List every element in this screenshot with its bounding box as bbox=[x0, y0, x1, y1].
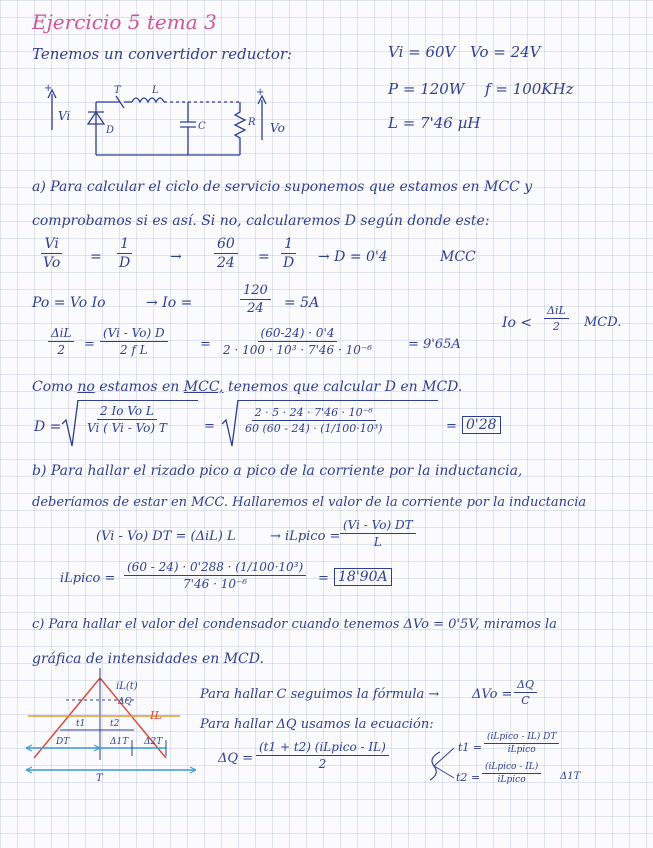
eq-a3-equals: = bbox=[84, 337, 95, 352]
circuit-vo-label: Vo bbox=[270, 121, 285, 135]
eq-b1-arrow: → iLpico = bbox=[270, 529, 341, 544]
graph-d2t-label: Δ2T bbox=[144, 737, 163, 747]
eq-a2-lhs: Po = Vo Io bbox=[32, 295, 106, 311]
t2-tail: Δ1T bbox=[560, 771, 581, 782]
dq-label: ΔQ = bbox=[218, 751, 254, 766]
graph-dt-label: DT bbox=[56, 737, 70, 747]
eq-a4-equals2: = bbox=[446, 419, 457, 434]
dvo-fraction: $\frac{\Delta Q}{C}$ bbox=[514, 678, 537, 707]
ilpico-result-box: 18'90A bbox=[334, 568, 392, 586]
page-title: Ejercicio 5 tema 3 bbox=[32, 10, 217, 34]
t2-fraction: (iLpico - IL) iLpico bbox=[482, 762, 541, 785]
t1-label: t1 = bbox=[458, 741, 483, 754]
graph-t-label: T bbox=[96, 773, 103, 784]
eq-b2-lhs: iLpico = bbox=[60, 571, 116, 586]
eq-a1-result: → D = 0'4 bbox=[318, 249, 388, 265]
circuit-plus-right: + bbox=[256, 87, 265, 98]
given-vo: Vo = 24V bbox=[470, 43, 541, 61]
eq-cond-mode: MCD. bbox=[584, 315, 622, 330]
given-frequency: f = 100KHz bbox=[485, 80, 574, 98]
eq-a1-equals2: = bbox=[258, 249, 270, 265]
part-c-line4: Para hallar ΔQ usamos la ecuación: bbox=[200, 717, 434, 732]
part-a-line1: a) Para calcular el ciclo de servicio suponemos que estamos en MCC y bbox=[32, 179, 533, 195]
circuit-plus-left: + bbox=[44, 83, 53, 94]
eq-a3-values-fraction: $\frac{(60-24) \cdot 0'4}{\text{2 · 100 · 10³ · 7'46 · 10⁻⁶}}$ bbox=[223, 326, 373, 357]
circuit-vi-label: Vi bbox=[58, 109, 71, 123]
eq-a2-arrow: → Io = bbox=[146, 295, 193, 311]
graph-t2-label: t2 bbox=[110, 719, 120, 729]
circuit-l-label: L bbox=[152, 85, 159, 96]
eq-a3-mid-fraction: $\frac{(Vi - Vo) D}{\text{2 f L}}$ bbox=[100, 326, 168, 357]
eq-a4-equals: = bbox=[204, 419, 215, 434]
given-inductance: L = 7'46 µH bbox=[388, 114, 481, 132]
t2-label: t2 = bbox=[456, 771, 481, 784]
sqrt-bar-2 bbox=[238, 400, 438, 402]
eq-b1-fraction: $\frac{(Vi - Vo) DT}{L}$ bbox=[340, 518, 416, 549]
eq-a1-rhs-fraction: $\frac{1}{D}$ bbox=[119, 236, 131, 271]
graph-il-label: IL bbox=[150, 709, 162, 722]
eq-a4-inner-fraction: $\frac{\text{2 Io Vo L}}{Vi ( Vi - Vo) T}$ bbox=[87, 404, 167, 435]
eq-a2-fraction: $\frac{120}{24}$ bbox=[240, 283, 271, 316]
intro-statement: Tenemos un convertidor reductor: bbox=[32, 45, 293, 63]
eq-a3-result: = 9'65A bbox=[408, 337, 461, 352]
t1-fraction: (iLpico - IL) DT iLpico bbox=[484, 732, 559, 755]
dq-fraction: (t1 + t2) (iLpico - IL) 2 bbox=[256, 740, 389, 771]
graph-dq-label: ΔQ bbox=[118, 697, 132, 707]
given-power: P = 120W bbox=[388, 80, 465, 98]
part-c-line3: Para hallar C seguimos la fórmula → bbox=[200, 687, 440, 702]
eq-a1-values-fraction: $\frac{60}{24}$ bbox=[214, 236, 238, 271]
circuit-t-label: T bbox=[114, 85, 121, 96]
eq-a1-lhs-fraction: $\frac{Vi}{Vo}$ bbox=[43, 236, 61, 271]
graph-d1t-label: Δ1T bbox=[110, 737, 129, 747]
part-b-line2: deberíamos de estar en MCC. Hallaremos el valor de la corriente por la inductancia bbox=[32, 496, 587, 509]
circuit-c-label: C bbox=[198, 121, 206, 132]
eq-cond-text: Io < bbox=[502, 315, 533, 331]
eq-b2-equals: = bbox=[318, 571, 329, 586]
eq-a1-d-fraction: $\frac{1}{D}$ bbox=[283, 236, 295, 271]
eq-a1-equals: = bbox=[90, 249, 102, 265]
part-c-line1: c) Para hallar el valor del condensador cuando tenemos ΔVo = 0'5V, miramos la bbox=[32, 617, 557, 632]
d-result-box: 0'28 bbox=[462, 416, 501, 434]
circuit-d-label: D bbox=[106, 125, 115, 136]
eq-a2-result: = 5A bbox=[284, 295, 320, 311]
eq-cond-fraction: ΔiL 2 bbox=[544, 304, 569, 333]
part-b-line1: b) Para hallar el rizado pico a pico de la corriente por la inductancia, bbox=[32, 463, 523, 479]
eq-a1-arrow: → bbox=[170, 249, 182, 265]
eq-a4-lhs: D = bbox=[34, 419, 62, 435]
sqrt-bar-1 bbox=[78, 400, 198, 402]
eq-a4-values-fraction: $\frac{\text{2 · 5 · 24 · 7'46 · 10⁻⁶}}{\text{60 (60 - 24) · (1/100·10³)}}$ bbox=[245, 406, 383, 435]
circuit-r-label: R bbox=[248, 117, 256, 128]
eq-b1-lhs: (Vi - Vo) DT = (ΔiL) L bbox=[96, 529, 236, 544]
part-a-line2: comprobamos si es así. Si no, calcularemos D según donde este: bbox=[32, 213, 490, 229]
graph-il-t-label: iL(t) bbox=[116, 681, 138, 692]
eq-b2-fraction: $\frac{\text{(60 - 24) · 0'288 · (1/100·10³)}}{\text{7'46 · 10⁻⁶}}$ bbox=[124, 560, 306, 591]
graph-t1-label: t1 bbox=[76, 719, 86, 729]
given-vi: Vi = 60V bbox=[388, 43, 456, 61]
eq-a3-equals2: = bbox=[200, 337, 211, 352]
conclusion-line: Como no estamos en MCC, tenemos que calcular D en MCD. bbox=[32, 379, 463, 395]
part-c-line2: gráfica de intensidades en MCD. bbox=[32, 651, 264, 667]
eq-a3-lhs-fraction: ΔiL 2 bbox=[48, 326, 74, 357]
dvo-label: ΔVo = bbox=[472, 687, 513, 702]
eq-a1-mode: MCC bbox=[440, 249, 476, 265]
